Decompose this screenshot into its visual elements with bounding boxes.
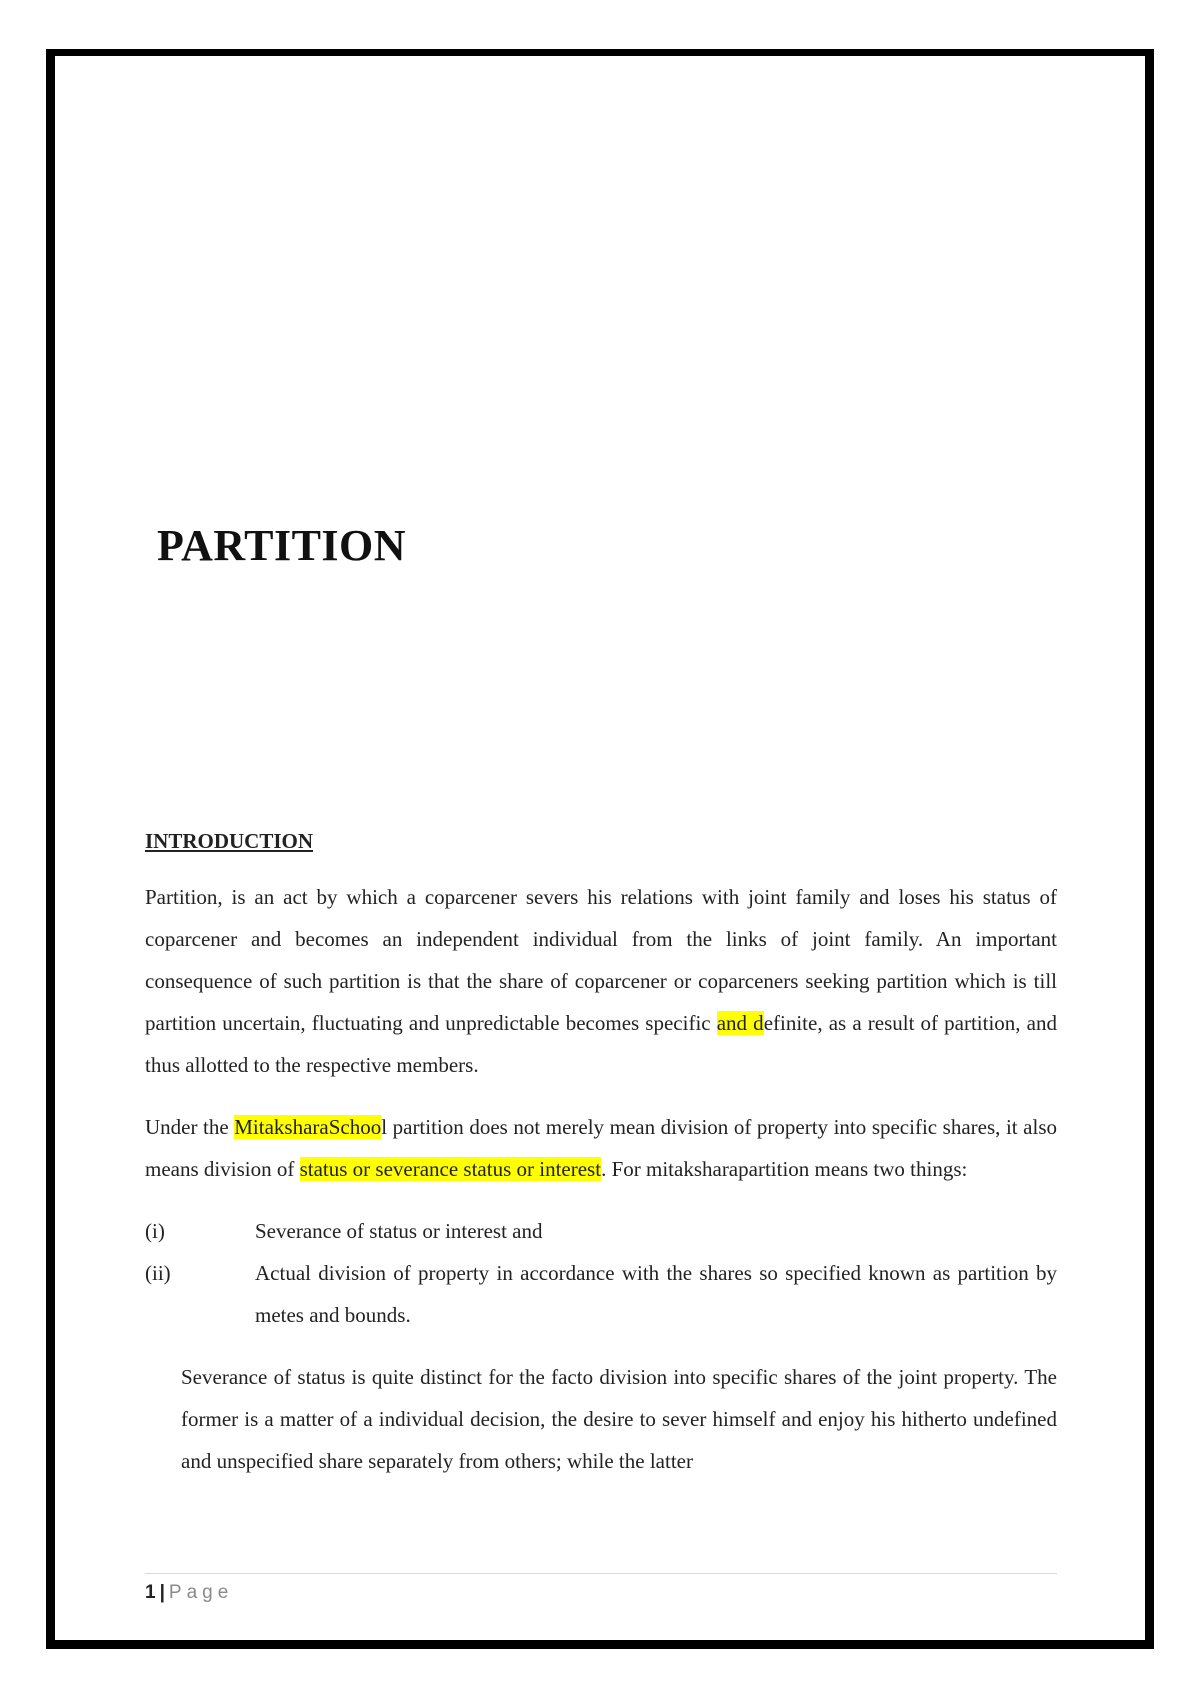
- list-item: [145, 1210, 1057, 1252]
- paragraph-intro-text: Partition, is an act by which a coparcener severs his relations with joint family and loses his status of coparcener and becomes an independent individual from the links of joint family. An important consequence of such partition is that the share of coparcener or coparceners seeking partition which is till partition uncertain, fluctuating and unpredictable becomes specific: [145, 885, 1057, 1035]
- footer-separator: |: [159, 1582, 165, 1603]
- list-item: [145, 1252, 1057, 1336]
- list-marker: (i): [145, 1219, 165, 1243]
- document-title: PARTITION: [157, 521, 407, 570]
- page-footer: [145, 1573, 1057, 1604]
- paragraph-intro: [145, 876, 1057, 1086]
- list-item-text: Severance of status or interest and: [255, 1219, 543, 1243]
- paragraph-mitakshara: [145, 1106, 1057, 1190]
- section-heading-introduction: INTRODUCTION: [145, 829, 314, 853]
- paragraph-mitakshara-text-1: Under the: [145, 1115, 235, 1139]
- paragraph-mitakshara-text-2: l partition does not merely mean division of property into specific shares, it also means division of: [145, 1115, 1057, 1181]
- list-item-text: Actual division of property in accordance with the shares so specified known as partition by metes and bounds.: [255, 1261, 1057, 1327]
- list-marker: (ii): [145, 1261, 171, 1285]
- highlight-status-severance: status or severance status or interest: [299, 1157, 602, 1181]
- page-number: 1: [145, 1582, 156, 1603]
- two-things-list: [145, 1210, 1057, 1336]
- highlight-mitakshara-school: MitaksharaSchoo: [234, 1115, 382, 1139]
- page-label: Page: [168, 1582, 234, 1603]
- paragraph-mitakshara-text-3: . For mitaksharapartition means two things:: [601, 1157, 968, 1181]
- highlight-and-d: and d: [716, 1011, 764, 1035]
- paragraph-intro-text-end: efinite, as a result of partition, and thus allotted to the respective members.: [145, 1011, 1057, 1077]
- paragraph-severance: Severance of status is quite distinct for the facto division into specific shares of the joint property. The former is a matter of a individual decision, the desire to sever himself and enjoy his hitherto undefined and unspecified share separately from others; while the latter: [181, 1365, 1057, 1473]
- document-body: [145, 820, 1057, 1482]
